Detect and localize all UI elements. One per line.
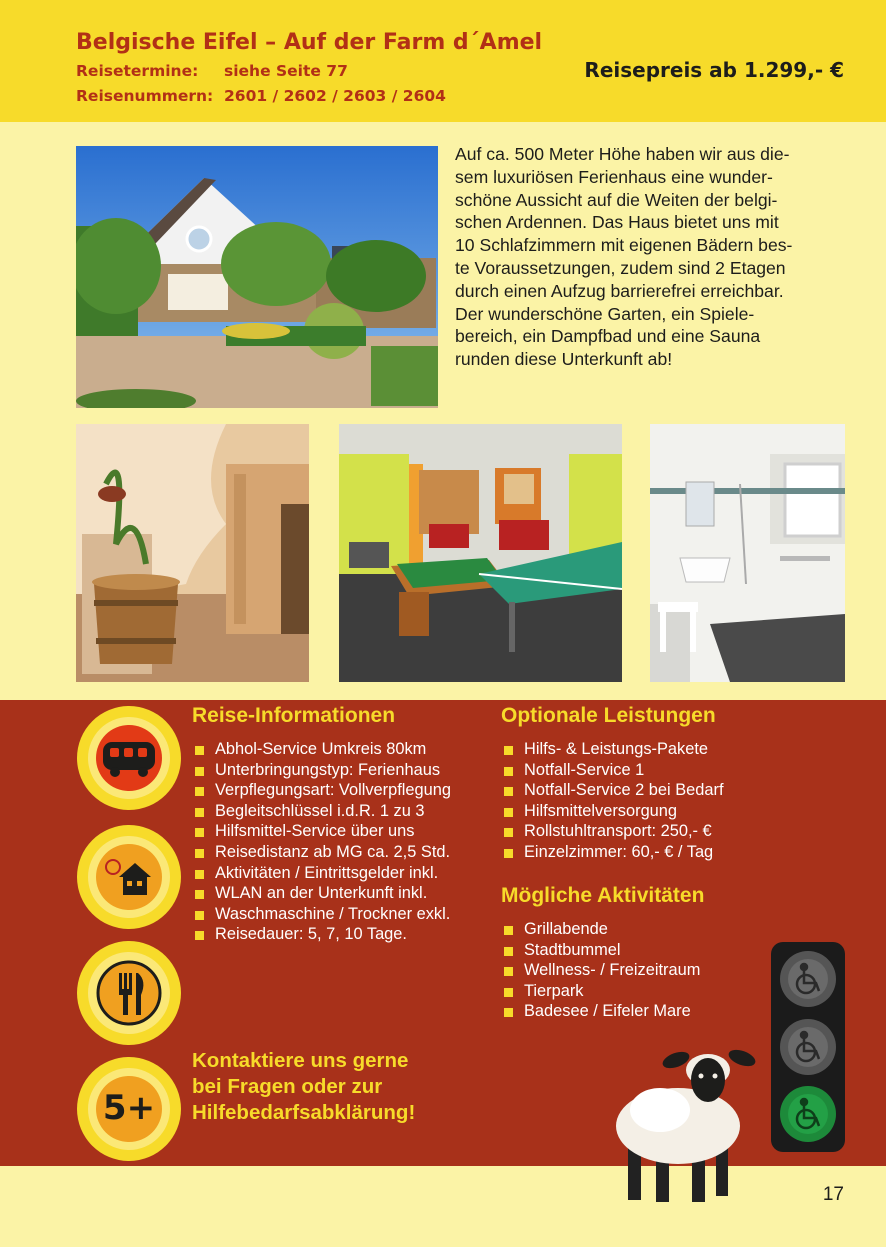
list-item: Rollstuhltransport: 250,- € xyxy=(501,821,724,842)
bus-badge xyxy=(75,704,183,812)
list-item: Einzelzimmer: 60,- € / Tag xyxy=(501,842,724,863)
age-icon: 5+ xyxy=(102,1088,156,1128)
list-item: Unterbringungstyp: Ferienhaus xyxy=(192,760,451,781)
dates-value: siehe Seite 77 xyxy=(224,62,348,80)
contact-line: Hilfebedarfsabklärung! xyxy=(192,1101,416,1124)
list-item: Verpflegungsart: Vollverpflegung xyxy=(192,780,451,801)
intro-line: schöne Aussicht auf die Weiten der belgi- xyxy=(455,189,778,210)
intro-line: schen Ardennen. Das Haus bietet uns mit xyxy=(455,212,779,233)
list-item: Badesee / Eifeler Mare xyxy=(501,1001,700,1022)
reise-info-title: Reise-Informationen xyxy=(192,704,396,727)
numbers-label: Reisenummern: xyxy=(76,87,214,105)
list-item: Stadtbummel xyxy=(501,940,700,961)
numbers-value: 2601 / 2602 / 2603 / 2604 xyxy=(224,87,446,105)
price: Reisepreis ab 1.299,- € xyxy=(584,58,844,82)
age-badge xyxy=(75,1055,183,1163)
intro-line: 10 Schlafzimmern mit eigenen Bädern bes- xyxy=(455,235,793,256)
page-number: 17 xyxy=(822,1184,844,1205)
accessibility-indicator xyxy=(771,942,845,1152)
contact-line: bei Fragen oder zur xyxy=(192,1075,383,1098)
house-badge xyxy=(75,823,183,931)
list-item: Hilfsmittelversorgung xyxy=(501,801,724,822)
bathroom-photo xyxy=(650,424,845,682)
list-item: Abhol-Service Umkreis 80km xyxy=(192,739,451,760)
sauna-photo xyxy=(76,424,309,682)
list-item: Aktivitäten / Eintrittsgelder inkl. xyxy=(192,863,451,884)
list-item: Notfall-Service 1 xyxy=(501,760,724,781)
intro-line: durch einen Aufzug barrierefrei erreichbar. xyxy=(455,280,784,301)
header-bar xyxy=(0,0,886,122)
contact-line: Kontaktiere uns gerne xyxy=(192,1049,409,1072)
list-item: Reisedistanz ab MG ca. 2,5 Std. xyxy=(192,842,451,863)
intro-line: te Voraussetzungen, zudem sind 2 Etagen xyxy=(455,257,786,278)
activities-title: Mögliche Aktivitäten xyxy=(501,884,705,907)
optional-list xyxy=(501,739,724,863)
house-photo xyxy=(76,146,438,408)
optional-title: Optionale Leistungen xyxy=(501,704,716,727)
list-item: WLAN an der Unterkunft inkl. xyxy=(192,883,451,904)
list-item: Notfall-Service 2 bei Bedarf xyxy=(501,780,724,801)
intro-line: Auf ca. 500 Meter Höhe haben wir aus die- xyxy=(455,144,790,164)
intro-line: sem luxuriösen Ferienhaus eine wunder- xyxy=(455,166,773,187)
list-item: Wellness- / Freizeitraum xyxy=(501,960,700,981)
sheep-image xyxy=(600,1030,765,1210)
list-item: Begleitschlüssel i.d.R. 1 zu 3 xyxy=(192,801,451,822)
list-item: Reisedauer: 5, 7, 10 Tage. xyxy=(192,924,451,945)
reise-info-list xyxy=(192,739,451,945)
list-item: Grillabende xyxy=(501,919,700,940)
list-item: Waschmaschine / Trockner exkl. xyxy=(192,904,451,925)
contact-text xyxy=(192,1048,415,1126)
intro-line: runden diese Unterkunft ab! xyxy=(455,349,673,370)
intro-line: bereich, ein Dampfbad und eine Sauna xyxy=(455,326,761,347)
list-item: Hilfsmittel-Service über uns xyxy=(192,821,451,842)
intro-line: Der wunderschöne Garten, ein Spiele- xyxy=(455,303,755,324)
page-title: Belgische Eifel – Auf der Farm d´Amel xyxy=(76,30,543,55)
intro-text xyxy=(455,143,845,371)
list-item: Hilfs- & Leistungs-Pakete xyxy=(501,739,724,760)
activities-list xyxy=(501,919,700,1022)
dates-label: Reisetermine: xyxy=(76,62,199,80)
list-item: Tierpark xyxy=(501,981,700,1002)
meal-badge xyxy=(75,939,183,1047)
game-room-photo xyxy=(339,424,622,682)
